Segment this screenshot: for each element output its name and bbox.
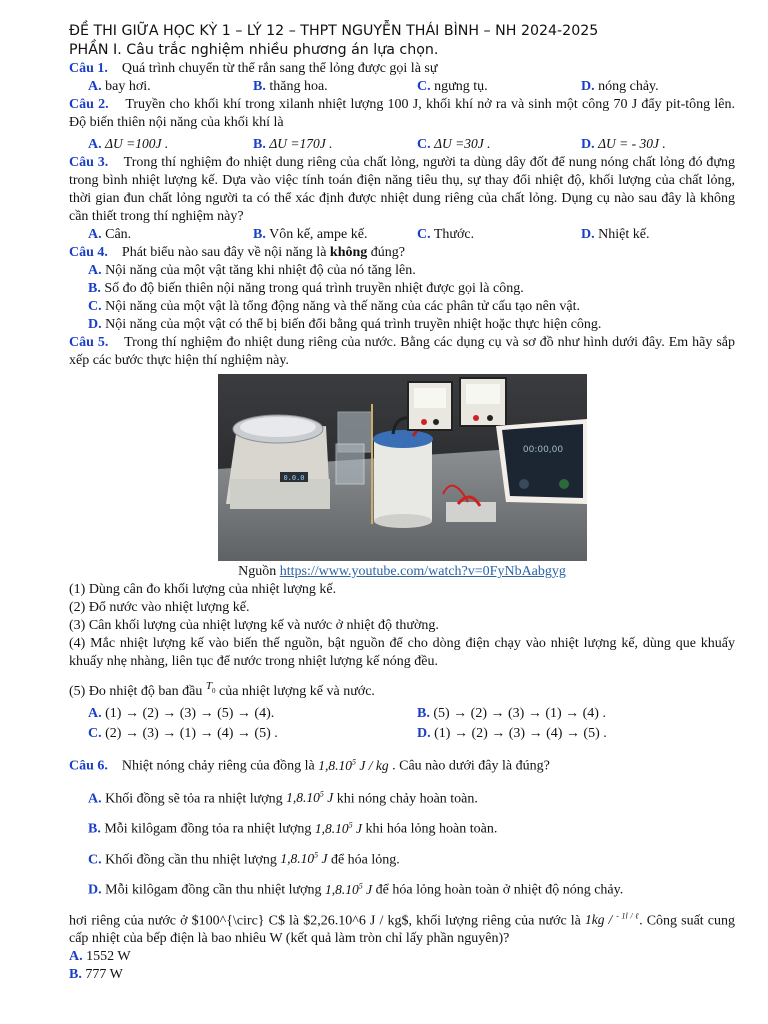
option-b[interactable]: B. ΔU =170J . (253, 136, 333, 152)
question-5-options-row-2 (69, 725, 735, 743)
option-b[interactable]: B. Số đo độ biến thiên nội năng trong quá trình truyền nhiệt được gọi là công. (88, 281, 524, 296)
experiment-photo-illustration (218, 374, 587, 561)
question-1 (69, 60, 735, 78)
step-1: (1) Dùng cân đo khối lượng của nhiệt lượng kế. (69, 582, 337, 597)
question-label: Câu 1. (69, 61, 108, 76)
option-a[interactable]: A. Cân. (88, 227, 132, 242)
balance-scale (226, 415, 330, 509)
option-a[interactable]: A. Nội năng của một vật tăng khi nhiệt độ của nó tăng lên. (88, 263, 416, 278)
option-a[interactable]: A. 1552 W (69, 949, 131, 964)
step-4: (4) Mắc nhiệt lượng kế vào biến thế nguồn, bật nguồn để cho dòng điện chạy vào nhiệt lượng kế, dùng que khuấy khuấy nhẹ nhàng, liên tục để nước trong nhiệt lượng kế nóng đều. (69, 636, 735, 669)
option-c[interactable]: C. Nội năng của một vật là tổng động năng và thế năng của các phân tử cấu tạo nên vật. (88, 299, 580, 314)
option-b[interactable]: B. Mỗi kilôgam đồng tỏa ra nhiệt lượng 1,8.10$^5$ J khi hóa lỏng hoàn toàn. (88, 820, 498, 837)
option-b[interactable]: B. thăng hoa. (253, 79, 328, 94)
option-d[interactable]: D. nóng chảy. (581, 79, 659, 94)
option-d[interactable]: D. (1) → (2) → (3) → (4) → (5) . (417, 726, 607, 741)
question-5-options-row-1 (69, 705, 735, 723)
question-5 (69, 334, 735, 370)
question-6: Câu 6. Nhiệt nóng chảy riêng của đồng là 1,8.10$^5$ J / kg . Câu nào dưới đây là đúng? (69, 757, 550, 774)
option-b[interactable]: B. Vôn kế, ampe kế. (253, 227, 368, 242)
question-1-options (69, 78, 735, 96)
option-a[interactable]: A. bay hơi. (88, 79, 151, 94)
question-label: Câu 6. (69, 758, 108, 774)
density-value: 1kg / $^{- 1l / \ell}$ (585, 911, 640, 927)
step-3: (3) Cân khối lượng của nhiệt lượng kế và nước ở nhiệt độ thường. (69, 618, 439, 633)
question-label: Câu 3. (69, 155, 109, 170)
svg-text:0.0.0: 0.0.0 (283, 474, 305, 482)
option-a[interactable]: A. ΔU =100J . (88, 136, 169, 152)
experiment-photo (218, 374, 587, 561)
photo-caption: Nguồn https://www.youtube.com/watch?v=0FyNbAabgyg (238, 564, 566, 579)
option-c[interactable]: C. ngưng tụ. (417, 79, 488, 94)
question-text: Quá trình chuyển từ thể rắn sang thể lỏng được gọi là sự (121, 61, 438, 76)
step-2: (2) Đổ nước vào nhiệt lượng kế. (69, 600, 250, 615)
option-b[interactable]: B. 777 W (69, 967, 123, 982)
question-7: hơi riêng của nước ở $100^{\circ} C$ là $2,26.10^6 J / kg$, khối lượng riêng của nước là 1kg / $^{- 1l / \ell}$. Công suất cung cấp nhiệt của bếp điện là bao nhiêu W (kết quả làm tròn chỉ lấy phần nguyên)? (69, 911, 736, 946)
question-label: Câu 4. (69, 245, 108, 260)
option-d[interactable]: D. ΔU = - 30J . (581, 136, 666, 152)
question-text: Phát biểu nào sau đây về nội năng là (121, 245, 330, 260)
option-b[interactable]: B. (5) → (2) → (3) → (1) → (4) . (417, 706, 606, 721)
question-emphasis: không (329, 245, 368, 260)
section-title: PHẦN I. Câu trắc nghiệm nhiều phương án lựa chọn. (69, 42, 439, 58)
option-c[interactable]: C. ΔU =30J . (417, 136, 491, 152)
question-3 (69, 154, 735, 226)
question-label: Câu 2. (69, 97, 109, 112)
svg-text:00:00,00: 00:00,00 (522, 445, 564, 455)
question-2-options (69, 135, 735, 157)
option-d[interactable]: D. Mỗi kilôgam đồng cần thu nhiệt lượng 1,8.10$^5$ J để hóa lỏng hoàn toàn ở nhiệt độ nóng chảy. (88, 881, 624, 898)
option-a[interactable]: A. Khối đồng sẽ tỏa ra nhiệt lượng 1,8.10$^5$ J khi nóng chảy hoàn toàn. (88, 789, 478, 806)
latent-heat-value: 1,8.10$^5$ J / kg (318, 757, 389, 773)
question-2 (69, 96, 735, 132)
option-a[interactable]: A. (1) → (2) → (3) → (5) → (4). (88, 706, 275, 721)
question-text: Trong thí nghiệm đo nhiệt dung riêng của chất lỏng, người ta dùng dây đốt để nung nóng chất lỏng đó đựng trong bình nhiệt lượng kế. Dựa vào việc tính toán điện năng tiêu thụ, sự thay đổi nhiệt độ, khối lượng của chất lỏng, thời gian đun chất lỏng người ta có thể xác định được nhiệt dung riêng của chất lỏng. Dụng cụ nào sau đây là không cần thiết trong thí nghiệm này? (69, 155, 735, 224)
option-c[interactable]: C. Khối đồng cần thu nhiệt lượng 1,8.10$^5$ J để hóa lỏng. (88, 850, 400, 867)
question-label: Câu 5. (69, 335, 109, 350)
question-4: Câu 4. Phát biểu nào sau đây về nội năng là không đúng? (69, 245, 405, 260)
option-d[interactable]: D. Nội năng của một vật có thể bị biến đổi bằng quá trình truyền nhiệt hoặc thực hiện công. (88, 317, 602, 332)
question-text: Truyền cho khối khí trong xilanh nhiệt lượng 100 J, khối khí nở ra và sinh một công 70 J đẩy pit-tông lên. Độ biến thiên nội năng của khối khí là (69, 97, 735, 130)
step-5: (5) Đo nhiệt độ ban đầu $^T$0 của nhiệt lượng kế và nước. (69, 680, 375, 699)
question-text: Trong thí nghiệm đo nhiệt dung riêng của nước. Bằng các dụng cụ và sơ đồ như hình dưới đây. Em hãy sắp xếp các bước thực hiện thí nghiệm này. (69, 335, 736, 368)
exam-document (69, 22, 735, 984)
option-c[interactable]: C. Thước. (417, 227, 475, 242)
exam-title: ĐỀ THI GIỮA HỌC KỲ 1 – LÝ 12 – THPT NGUYỄN THÁI BÌNH – NH 2024-2025 (69, 23, 599, 39)
source-link[interactable]: https://www.youtube.com/watch?v=0FyNbAabgyg (279, 564, 566, 579)
option-c[interactable]: C. (2) → (3) → (1) → (4) → (5) . (88, 726, 278, 741)
option-d[interactable]: D. Nhiệt kế. (581, 227, 650, 242)
timer-tablet (496, 419, 587, 504)
question-3-options (69, 226, 735, 244)
